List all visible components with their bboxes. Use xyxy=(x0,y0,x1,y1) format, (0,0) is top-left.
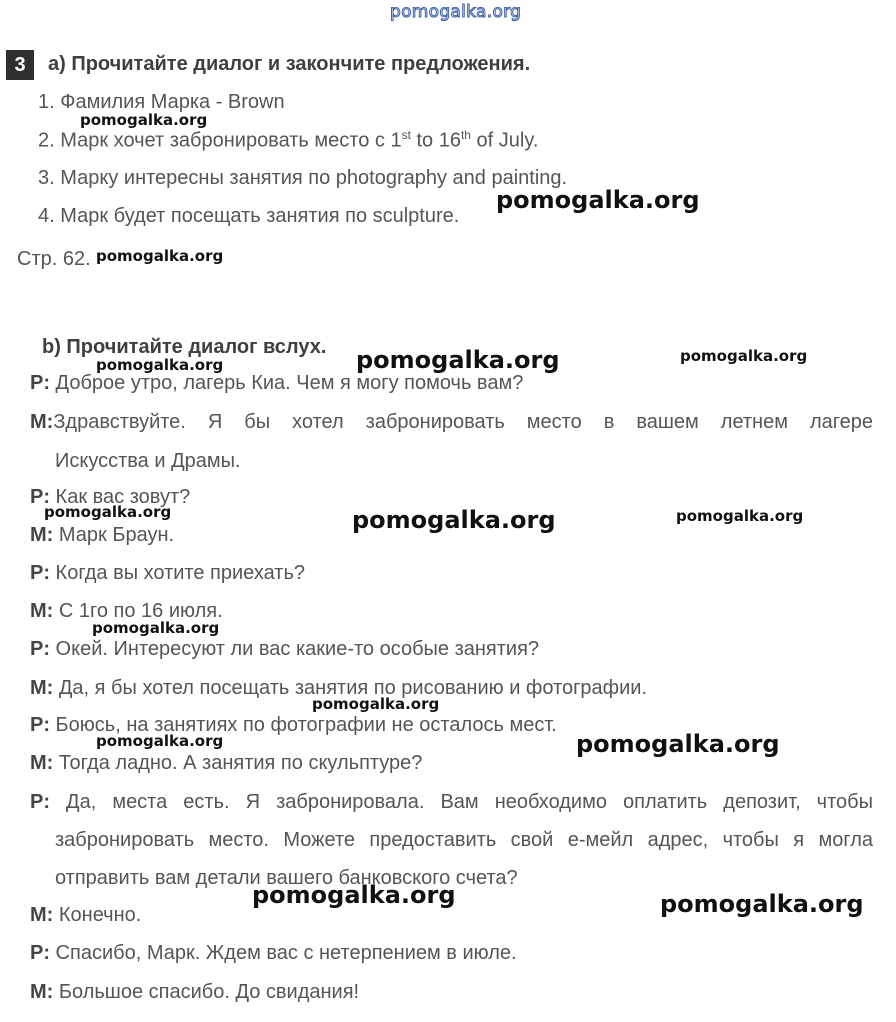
dialog-line xyxy=(30,942,873,965)
line-text: Доброе утро, лагерь Киа. Чем я могу помочь вам? xyxy=(50,372,524,394)
speaker-label: P: xyxy=(30,562,50,584)
dialog-line-continuation: отправить вам детали вашего банковского счета? xyxy=(55,867,518,889)
speaker-label: M: xyxy=(30,524,54,546)
watermark: pomogalka.org xyxy=(96,732,224,750)
speaker-label: M: xyxy=(30,677,54,699)
line-text: Марк Браун. xyxy=(53,524,175,546)
dialog-line-continuation: Искусства и Драмы. xyxy=(55,450,241,472)
watermark: pomogalka.org xyxy=(252,881,456,909)
dialog-line xyxy=(30,372,873,395)
dialog-line xyxy=(30,677,873,700)
speaker-label: P: xyxy=(30,372,50,394)
line-text: Здравствуйте. Я бы хотел забронировать место в вашем летнем лагере xyxy=(53,411,873,433)
answer-item-2-pre: 2. Марк хочет забронировать место с 1 xyxy=(38,129,402,152)
line-text: Спасибо, Марк. Ждем вас с нетерпением в июле. xyxy=(50,942,517,964)
answer-item-3: 3. Марку интересны занятия по photography and painting. xyxy=(38,167,568,189)
speaker-label: M: xyxy=(30,752,54,774)
part-b-heading: b) Прочитайте диалог вслух. xyxy=(42,336,327,358)
answer-item-2 xyxy=(38,128,538,153)
answer-item-2-sup2: th xyxy=(460,128,471,142)
watermark: pomogalka.org xyxy=(92,619,220,637)
line-text: Конечно. xyxy=(53,904,142,926)
exercise-number-badge: 3 xyxy=(6,50,34,80)
watermark: pomogalka.org xyxy=(660,890,864,918)
watermark: pomogalka.org xyxy=(676,507,804,525)
line-text: Большое спасибо. До свидания! xyxy=(53,981,360,1003)
line-text: Окей. Интересуют ли вас какие-то особые занятия? xyxy=(50,638,540,660)
line-text: Когда вы хотите приехать? xyxy=(50,562,306,584)
dialog-line xyxy=(30,562,873,585)
dialog-line xyxy=(30,411,873,434)
speaker-label: M: xyxy=(30,981,54,1003)
watermark: pomogalka.org xyxy=(96,356,224,374)
answer-item-2-post: of July. xyxy=(470,129,539,152)
speaker-label: P: xyxy=(30,714,50,736)
watermark: pomogalka.org xyxy=(352,506,556,534)
watermark: pomogalka.org xyxy=(80,111,208,129)
answer-item-4: 4. Марк будет посещать занятия по sculpture. xyxy=(38,205,460,227)
watermark: pomogalka.org xyxy=(496,186,700,214)
dialog-line xyxy=(30,791,873,814)
answer-item-2-mid: to 16 xyxy=(410,129,461,152)
line-text: Боюсь, на занятиях по фотографии не осталось мест. xyxy=(50,714,557,736)
answer-item-2-sup1: st xyxy=(401,128,411,142)
speaker-label: P: xyxy=(30,638,50,660)
page-reference: Стр. 62. xyxy=(17,248,91,270)
line-text: Как вас зовут? xyxy=(50,486,191,508)
dialog-line xyxy=(30,638,873,661)
line-text: Да, я бы хотел посещать занятия по рисованию и фотографии. xyxy=(53,677,648,699)
speaker-label: P: xyxy=(30,791,50,813)
line-text: Да, места есть. Я забронировала. Вам необходимо оплатить депозит, чтобы xyxy=(50,791,873,813)
watermark: pomogalka.org xyxy=(96,247,224,265)
speaker-label: M: xyxy=(30,411,54,433)
dialog-line xyxy=(30,981,873,1004)
part-a-heading: a) Прочитайте диалог и закончите предложения. xyxy=(48,53,531,75)
watermark: pomogalka.org xyxy=(356,346,560,374)
speaker-label: M: xyxy=(30,904,54,926)
dialog-line-continuation: забронировать место. Можете предоставить свой е-мейл адрес, чтобы я могла xyxy=(55,829,873,851)
speaker-label: M: xyxy=(30,600,54,622)
watermark: pomogalka.org xyxy=(44,503,172,521)
watermark: pomogalka.org xyxy=(680,347,808,365)
answer-item-1: 1. Фамилия Марка - Brown xyxy=(38,91,285,113)
speaker-label: P: xyxy=(30,486,50,508)
watermark: pomogalka.org xyxy=(312,695,440,713)
watermark: pomogalka.org xyxy=(576,730,780,758)
line-text: С 1го по 16 июля. xyxy=(53,600,223,622)
top-watermark: pomogalka.org xyxy=(390,2,522,22)
speaker-label: P: xyxy=(30,942,50,964)
line-text: Тогда ладно. А занятия по скульптуре? xyxy=(53,752,423,774)
